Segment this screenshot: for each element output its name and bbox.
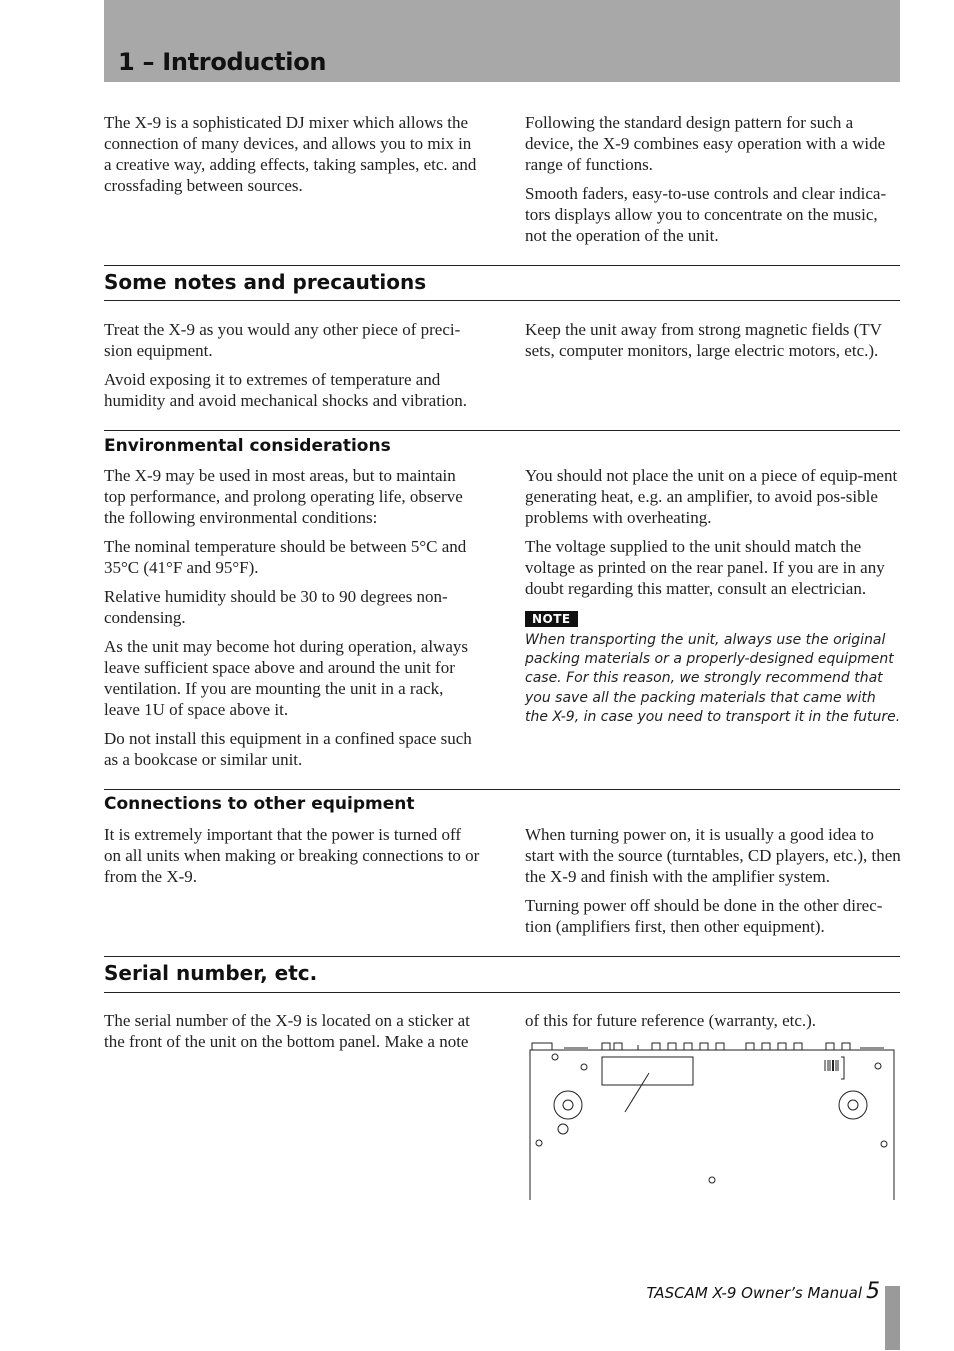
page-number: 5 [866, 1279, 880, 1304]
intro-left-column [104, 112, 480, 204]
section-rule [104, 789, 900, 790]
paragraph: Avoid exposing it to extremes of temperature and humidity and avoid mechanical shocks and vibration. [104, 370, 468, 410]
paragraph: Following the standard design pattern for such a device, the X-9 combines easy operation with a wide range of functions. [525, 113, 886, 174]
screw [881, 1141, 887, 1147]
environment-left-column [104, 465, 480, 778]
environment-right-column [525, 465, 901, 727]
subsection-heading-environment: Environmental considerations [104, 436, 391, 456]
footer-tab [885, 1286, 900, 1350]
front-knob [652, 1043, 660, 1050]
barcode-label [825, 1057, 844, 1079]
paragraph: The nominal temperature should be between 5°C and 35°C (41°F and 95°F). [104, 537, 467, 577]
front-knob [746, 1043, 754, 1050]
front-knob [716, 1043, 724, 1050]
screw [875, 1063, 881, 1069]
section-rule [104, 300, 900, 301]
paragraph: The serial number of the X-9 is located on a sticker at the front of the unit on the bottom panel. Make a note [104, 1011, 470, 1051]
section-heading-precautions: Some notes and precautions [104, 270, 427, 294]
rubber-foot-center [563, 1100, 573, 1110]
page-footer [580, 1279, 880, 1304]
paragraph: Turning power off should be done in the other direc-tion (amplifiers first, then other equipment). [525, 896, 883, 936]
connections-right-column [525, 824, 901, 945]
paragraph: Keep the unit away from strong magnetic fields (TV sets, computer monitors, large electric motors, etc.). [525, 320, 882, 360]
rubber-foot-center [848, 1100, 858, 1110]
paragraph: The X-9 is a sophisticated DJ mixer which allows the connection of many devices, and allows you to mix in a creative way, adding effects, taking samples, etc. and crossfading between sources. [104, 113, 477, 195]
paragraph: The voltage supplied to the unit should match the voltage as printed on the rear panel. If you are in any doubt regarding this matter, consult an electrician. [525, 537, 885, 598]
serial-left-column [104, 1010, 480, 1060]
front-knob [778, 1043, 786, 1050]
paragraph: You should not place the unit on a piece of equip-ment generating heat, e.g. an amplifier, to avoid pos-sible problems with overheating. [525, 466, 898, 527]
front-knob [842, 1043, 850, 1050]
screw [709, 1177, 715, 1183]
chapter-title: 1 – Introduction [118, 48, 327, 76]
section-rule [104, 430, 900, 431]
precautions-left-column [104, 319, 480, 419]
front-knob [668, 1043, 676, 1050]
section-heading-serial: Serial number, etc. [104, 961, 318, 985]
front-knob [700, 1043, 708, 1050]
front-connector [532, 1043, 552, 1050]
paragraph: As the unit may become hot during operation, always leave sufficient space above and around the unit for ventilation. If you are mounting the unit in a rack, leave 1U of space above it. [104, 637, 468, 719]
sticker-leader-line [625, 1073, 649, 1112]
paragraph: Do not install this equipment in a confined space such as a bookcase or similar unit. [104, 729, 472, 769]
serial-right-column [525, 1010, 901, 1039]
paragraph: Treat the X-9 as you would any other piece of preci-sion equipment. [104, 320, 461, 360]
precautions-right-column [525, 319, 901, 369]
screw [581, 1064, 587, 1070]
screw [536, 1140, 542, 1146]
front-knob [602, 1043, 610, 1050]
front-knob [762, 1043, 770, 1050]
paragraph: Smooth faders, easy-to-use controls and clear indica-tors displays allow you to concentrate on the music, not the operation of the unit. [525, 184, 887, 245]
screw [552, 1054, 558, 1060]
front-knob [794, 1043, 802, 1050]
rubber-foot [554, 1091, 582, 1119]
bottom-panel-diagram [528, 1038, 896, 1200]
paragraph: The X-9 may be used in most areas, but to maintain top performance, and prolong operating life, observe the following environmental conditions: [104, 466, 463, 527]
section-rule [104, 956, 900, 957]
footer-manual-title: TASCAM X-9 Owner’s Manual [646, 1284, 862, 1302]
front-knob [826, 1043, 834, 1050]
front-knob [614, 1043, 622, 1050]
paragraph: Relative humidity should be 30 to 90 degrees non-condensing. [104, 587, 448, 627]
front-knob [684, 1043, 692, 1050]
note-text: When transporting the unit, always use the original packing materials or a properly-designed equipment case. For this reason, we strongly recommend that you save all the packing materials that came with the X-9, in case you need to transport it in the future. [525, 632, 901, 725]
section-rule [104, 992, 900, 993]
rubber-foot [839, 1091, 867, 1119]
paragraph: of this for future reference (warranty, etc.). [525, 1011, 817, 1030]
note-badge: NOTE [525, 611, 578, 627]
paragraph: When turning power on, it is usually a good idea to start with the source (turntables, CD players, etc.), then the X-9 and finish with the amplifier system. [525, 825, 901, 886]
subsection-heading-connections: Connections to other equipment [104, 794, 415, 814]
section-rule [104, 265, 900, 266]
connections-left-column [104, 824, 480, 895]
small-hole [558, 1124, 568, 1134]
serial-number-sticker [602, 1057, 693, 1085]
intro-right-column [525, 112, 901, 254]
paragraph: It is extremely important that the power is turned off on all units when making or breaking connections to or from the X-9. [104, 825, 480, 886]
